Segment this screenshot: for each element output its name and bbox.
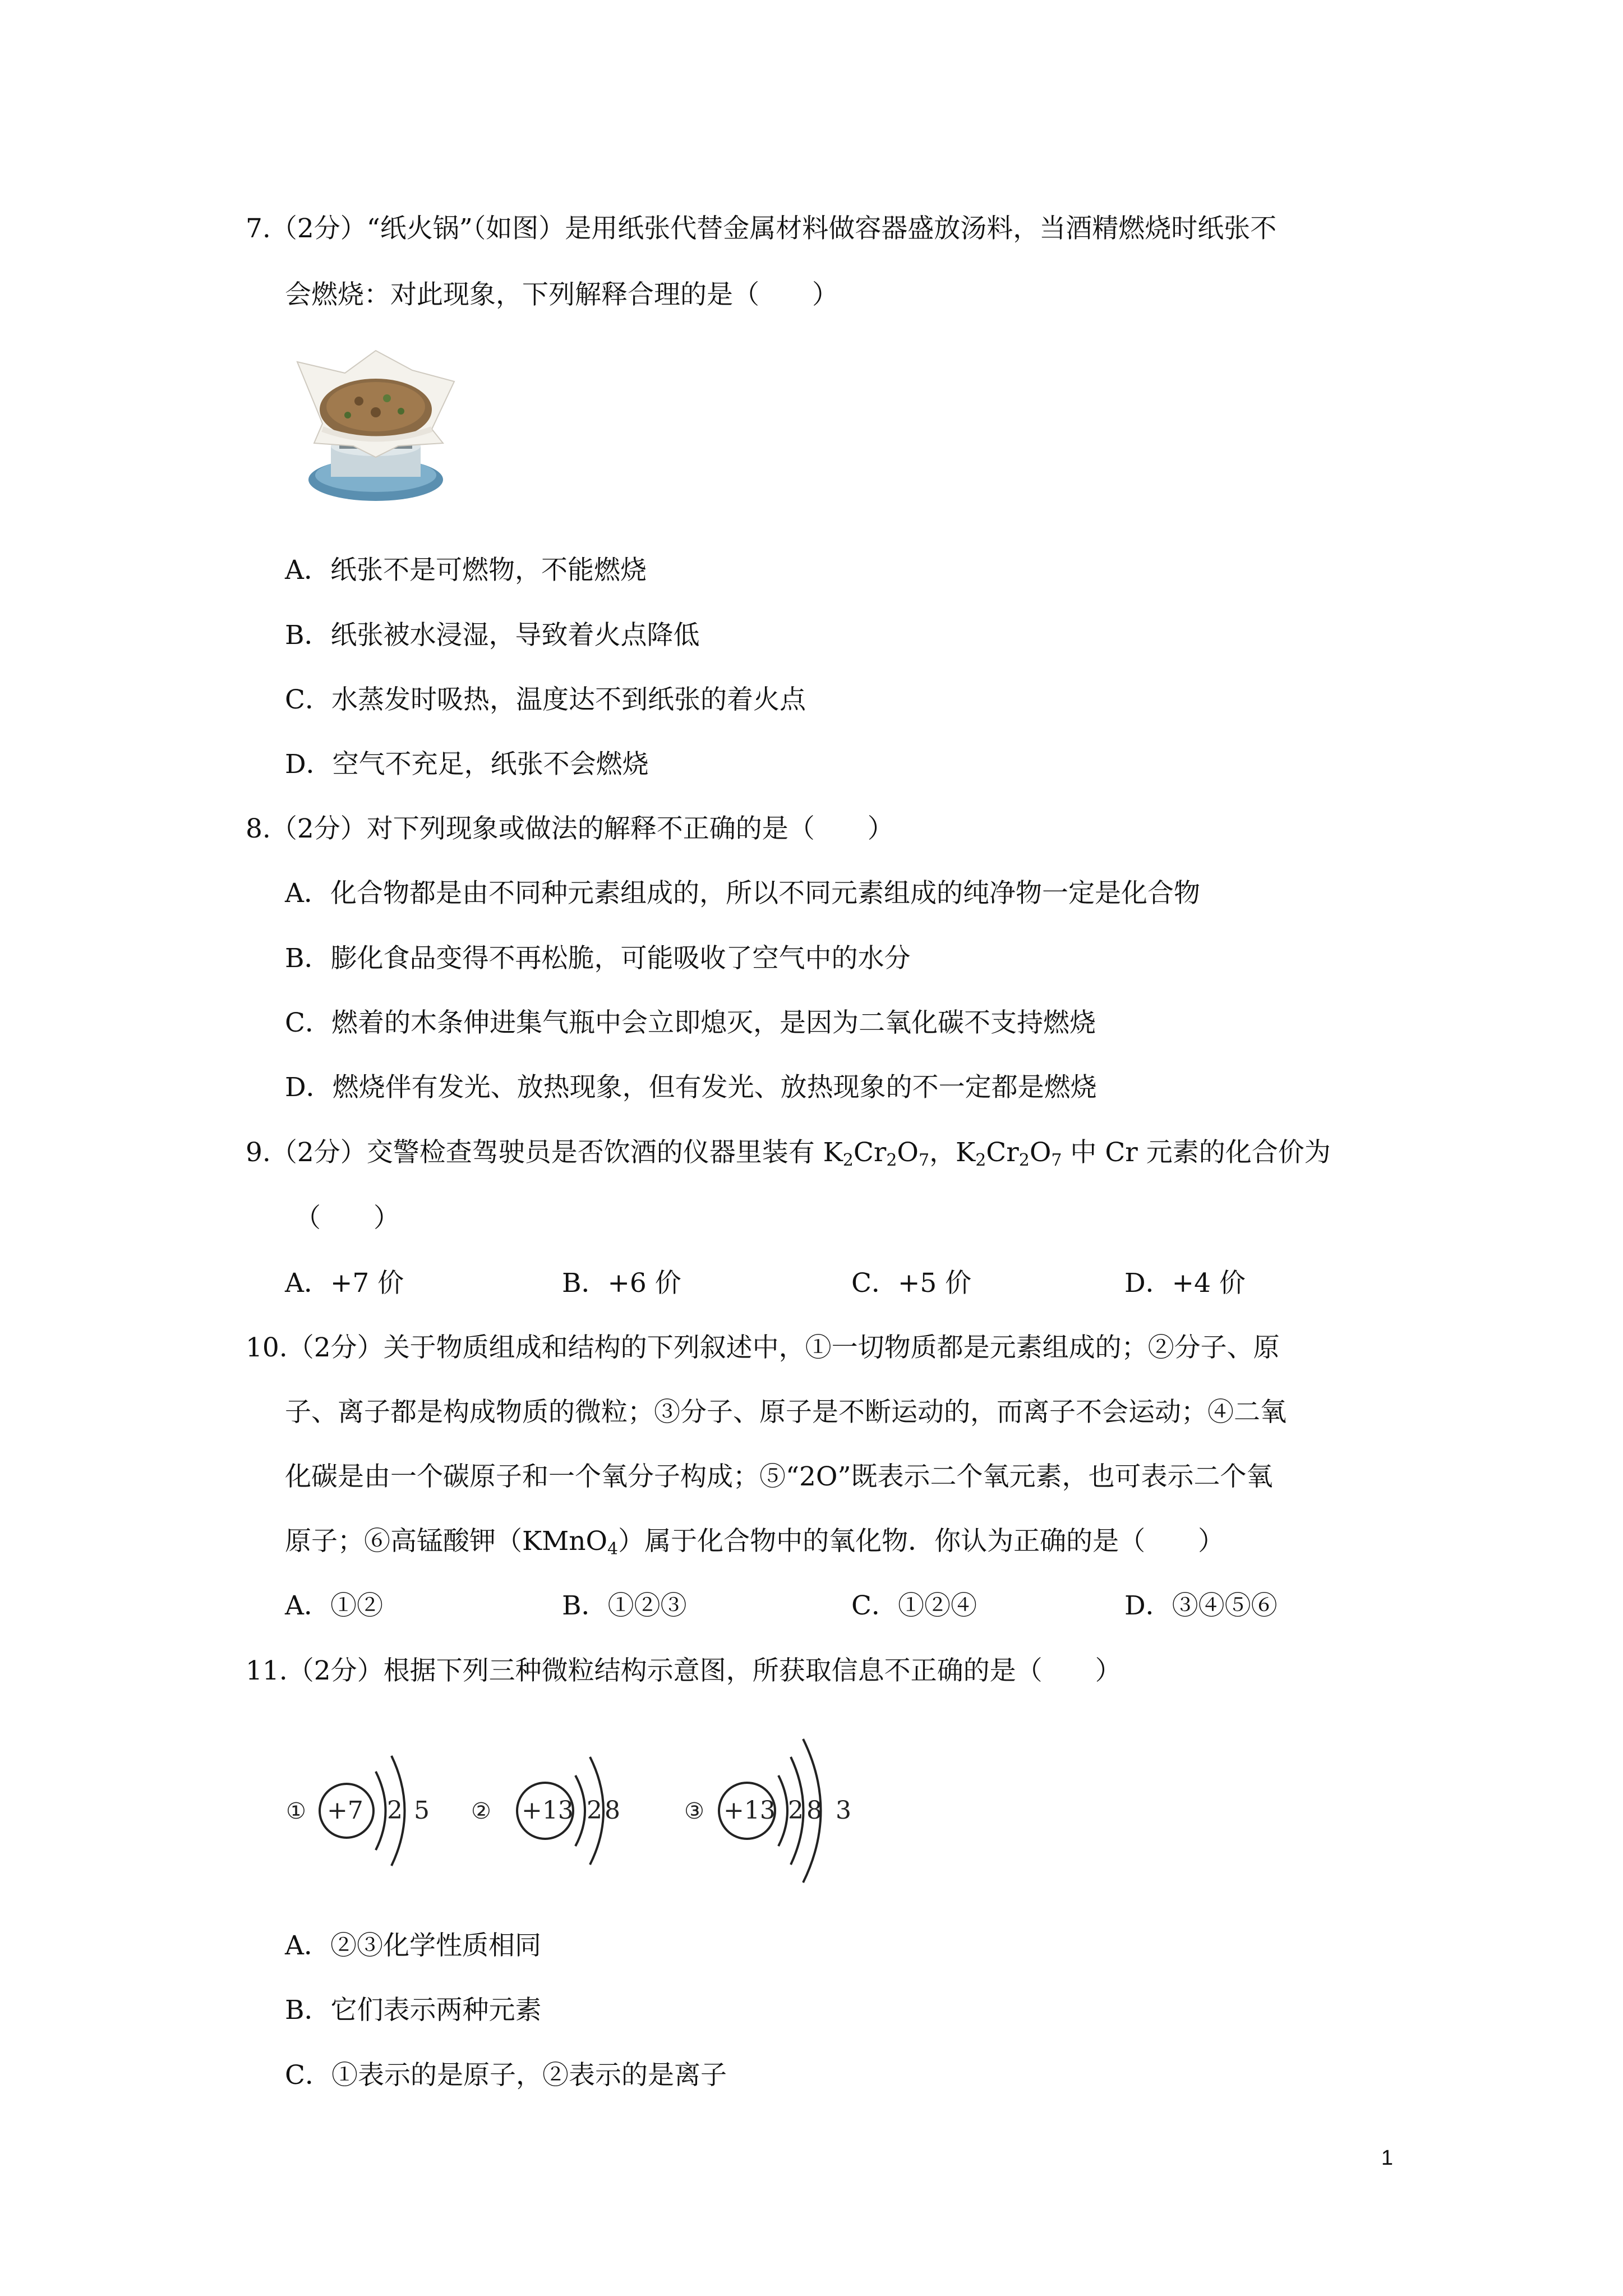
q10-stem-line1: 10.（2分）关于物质组成和结构的下列叙述中，①一切物质都是元素组成的；②分子、原	[246, 1332, 1280, 1363]
q9-option-a: A．+7 价	[285, 1268, 404, 1299]
diagram-3-nucleus: +13	[723, 1796, 776, 1825]
q7-option-b: B．纸张被水浸湿，导致着火点降低	[285, 620, 700, 651]
q11-stem: 11.（2分）根据下列三种微粒结构示意图，所获取信息不正确的是（ ）	[246, 1655, 1122, 1686]
atomic-structure-diagrams	[280, 1722, 875, 1902]
diagram-2-label: ②	[471, 1798, 491, 1824]
diagram-1-nucleus: +7	[327, 1796, 363, 1825]
q10-stem-line4: 原子；⑥高锰酸钾（KMnO$_4$）属于化合物中的氧化物．你认为正确的是（ ）	[285, 1526, 1225, 1559]
diagram-1-shell-1: 2	[387, 1796, 403, 1825]
diagram-1-label: ①	[286, 1798, 306, 1824]
q10-stem-line2: 子、离子都是构成物质的微粒；③分子、原子是不断运动的，而离子不会运动；④二氧	[285, 1397, 1287, 1428]
page-number: 1	[1381, 2146, 1393, 2170]
q10-option-a: A．①②	[285, 1590, 383, 1621]
diagram-3-shell-2: 8	[806, 1796, 822, 1825]
diagram-3-label: ③	[684, 1798, 704, 1824]
q8-stem: 8.（2分）对下列现象或做法的解释不正确的是（ ）	[246, 813, 894, 844]
q8-option-a: A．化合物都是由不同种元素组成的，所以不同元素组成的纯净物一定是化合物	[285, 878, 1200, 909]
q9-option-d: D．+4 价	[1124, 1268, 1246, 1299]
q10-option-c: C．①②④	[851, 1590, 977, 1621]
q7-stem-line2: 会燃烧：对此现象，下列解释合理的是（ ）	[285, 279, 838, 310]
diagram-1	[286, 1756, 430, 1866]
q7-option-a: A．纸张不是可燃物，不能燃烧	[285, 555, 647, 586]
q8-option-b: B．膨化食品变得不再松脆，可能吸收了空气中的水分	[285, 943, 911, 974]
q9-stem-line2: （ ）	[294, 1203, 400, 1234]
diagram-2-shell-2: 8	[605, 1796, 620, 1825]
diagram-3-shell-1: 2	[788, 1796, 804, 1825]
q9-option-b: B．+6 价	[562, 1268, 681, 1299]
q11-option-b: B．它们表示两种元素	[285, 1995, 542, 2026]
diagram-2-shell-1: 2	[587, 1796, 602, 1825]
diagram-1-shell-2: 5	[414, 1796, 430, 1825]
q11-option-a: A．②③化学性质相同	[285, 1930, 541, 1961]
q8-option-c: C．燃着的木条伸进集气瓶中会立即熄灭，是因为二氧化碳不支持燃烧	[285, 1007, 1096, 1038]
q9-stem-line1: 9.（2分）交警检查驾驶员是否饮酒的仪器里装有 $K_2Cr_2O_7$，$K_2Cr_2O_7$ 中 Cr 元素的化合价为	[246, 1137, 1331, 1170]
q7-option-c: C．水蒸发时吸热，温度达不到纸张的着火点	[285, 684, 806, 715]
q10-stem-line3: 化碳是由一个碳原子和一个氧分子构成；⑤“2O”既表示二个氧元素，也可表示二个氧	[285, 1461, 1273, 1492]
paper-hotpot-image	[292, 345, 465, 522]
diagram-3-shell-3: 3	[836, 1796, 851, 1825]
diagram-3	[684, 1739, 851, 1883]
diagram-2-nucleus: +13	[522, 1796, 574, 1825]
q8-option-d: D．燃烧伴有发光、放热现象，但有发光、放热现象的不一定都是燃烧	[285, 1072, 1097, 1103]
q10-option-d: D．③④⑤⑥	[1124, 1590, 1278, 1621]
q11-option-c: C．①表示的是原子，②表示的是离子	[285, 2060, 727, 2091]
q10-option-b: B．①②③	[562, 1590, 687, 1621]
q7-option-d: D．空气不充足，纸张不会燃烧	[285, 749, 649, 780]
diagram-2	[471, 1757, 620, 1865]
q7-stem-line1: 7.（2分）“纸火锅”（如图）是用纸张代替金属材料做容器盛放汤料，当酒精燃烧时纸张不	[246, 213, 1277, 244]
q9-option-c: C．+5 价	[851, 1268, 972, 1299]
